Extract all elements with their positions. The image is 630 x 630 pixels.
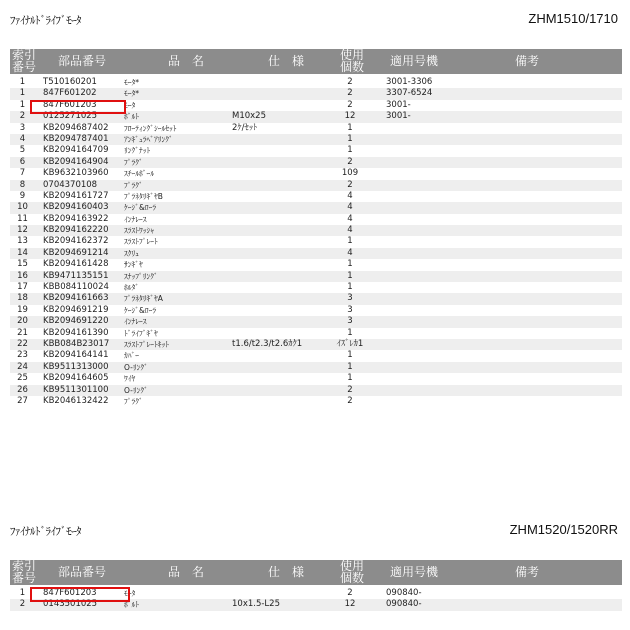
cell-part-name: ﾎﾙﾀﾞ [124,283,139,293]
cell-part-name: ﾄﾞﾗｲﾌﾞｷﾞﾔ [124,328,158,338]
cell-quantity: 2 [347,179,353,190]
cell-index: 20 [17,316,28,327]
cell-part-number: KB2094691220 [43,316,109,327]
cell-part-number: KB9511313000 [43,361,109,372]
section-title: ﾌｧｲﾅﾙﾄﾞﾗｲﾌﾞﾓｰﾀ [10,14,81,27]
cell-quantity: 2 [347,588,353,598]
table-header [10,560,622,585]
cell-applicable-model: 3001- [386,111,411,122]
table-header [10,49,622,74]
cell-quantity: 4 [347,190,353,201]
table-row [10,180,622,191]
cell-part-name: ｲﾝﾅﾚｰｽ [124,317,147,327]
cell-part-name: ｽﾁｰﾙﾎﾞｰﾙ [124,169,154,179]
header-qty-line2: 個数 [340,60,365,74]
table-row [10,362,622,373]
cell-part-number: KB2094687402 [43,122,109,133]
cell-part-name: ｽﾗｽﾄﾌﾟﾚｰﾄ [124,237,158,247]
cell-part-name: ｹｰｼﾞ&ﾛｰﾗ [124,305,157,315]
header-part-no: 部品番号 [58,54,107,68]
table-row [10,236,622,247]
cell-index: 6 [19,156,26,167]
parts-table-body [10,77,622,407]
cell-quantity: 2 [347,384,353,395]
cell-part-number: KB2094163922 [43,213,109,224]
cell-quantity: 1 [347,259,353,270]
cell-quantity: 1 [347,282,353,293]
cell-quantity: 2 [347,156,353,167]
cell-part-number: KB2094691219 [43,304,109,315]
cell-index: 4 [19,133,26,144]
cell-part-number: KB2094164605 [43,373,109,384]
header-qty-line2: 個数 [340,571,365,585]
cell-part-number: 0704370108 [43,179,98,190]
cell-index: 13 [17,236,28,247]
cell-quantity: 1 [347,327,353,338]
table-row [10,350,622,361]
table-row [10,396,622,407]
cell-part-number: 847F601202 [43,88,97,99]
cell-index: 11 [17,213,28,224]
cell-quantity: 12 [344,599,356,610]
table-row [10,328,622,339]
cell-index: 14 [17,247,28,258]
cell-quantity: 3 [347,316,353,327]
cell-index: 26 [17,384,28,395]
header-qty-line1: 使用 [340,48,365,62]
cell-spec: 2ｹ/ｾｯﾄ [232,122,258,133]
header-qty-line1: 使用 [340,559,365,573]
cell-index: 7 [19,168,26,179]
section-model: ZHM1520/1520RR [509,522,618,537]
cell-part-name: ﾜｲﾔ [124,374,136,384]
cell-part-number: KB2094164709 [43,145,109,156]
cell-quantity: 2 [347,77,353,87]
table-row [10,305,622,316]
cell-part-name: ﾓｰﾀ [124,589,136,598]
cell-part-number: KBB084110024 [43,282,109,293]
cell-quantity: 1 [347,145,353,156]
cell-spec: M10x25 [232,111,266,122]
cell-index: 9 [19,190,26,201]
cell-part-number: KB2094162372 [43,236,109,247]
cell-part-number: KB2094161663 [43,293,109,304]
table-row [10,88,622,99]
header-spec: 仕 様 [268,565,305,579]
cell-part-name: ﾌﾟﾗｸﾞ [124,157,143,167]
cell-quantity: 1 [347,236,353,247]
table-row [10,248,622,259]
cell-spec: t1.6/t2.3/t2.6ｶｸ1 [232,338,303,349]
cell-part-number: KB9471135151 [43,270,109,281]
cell-index: 2 [19,599,26,610]
section-model: ZHM1510/1710 [528,11,618,26]
table-row [10,77,622,88]
header-index-line1: 索引 [12,559,37,573]
cell-quantity: 2 [347,395,353,406]
cell-part-number: KB2046132422 [43,395,109,406]
cell-quantity: 2 [347,99,353,110]
cell-part-name: ﾘﾝｸﾞﾅｯﾄ [124,146,151,156]
cell-part-name: ﾓｰﾀ* [124,78,139,87]
cell-index: 17 [17,282,28,293]
table-row [10,134,622,145]
cell-quantity: 4 [347,202,353,213]
cell-quantity: 3 [347,293,353,304]
cell-part-name: ﾎﾞﾙﾄ [124,112,139,122]
cell-quantity: 109 [341,168,359,179]
table-row [10,145,622,156]
cell-index: 1 [19,99,26,110]
section-title: ﾌｧｲﾅﾙﾄﾞﾗｲﾌﾞﾓｰﾀ [10,525,81,538]
cell-part-number: 0125271025 [43,111,98,122]
cell-applicable-model: 3307-6524 [386,88,433,99]
cell-part-number: KB2094161428 [43,259,109,270]
cell-quantity: 4 [347,213,353,224]
cell-index: 2 [19,111,26,122]
cell-part-name: ﾌﾟﾗﾈﾀﾘｷﾞﾔA [124,294,163,304]
cell-part-number: T510160201 [43,77,97,87]
cell-part-name: O-ﾘﾝｸﾞ [124,362,148,372]
cell-part-name: ｽﾗｽﾄﾌﾟﾚｰﾄｷｯﾄ [124,339,169,349]
cell-index: 21 [17,327,28,338]
cell-part-name: ｻﾝｷﾞﾔ [124,260,143,270]
cell-part-name: ﾓｰﾀ [124,100,136,110]
header-name: 品 名 [168,54,205,68]
cell-part-number: KB2094691214 [43,247,109,258]
table-row [10,385,622,396]
cell-index: 24 [17,361,28,372]
highlight-box [30,587,130,602]
cell-index: 18 [17,293,28,304]
cell-index: 1 [19,588,26,598]
cell-index: 25 [17,373,28,384]
table-row [10,168,622,179]
cell-index: 5 [19,145,26,156]
header-spec: 仕 様 [268,54,305,68]
cell-index: 23 [17,350,28,361]
cell-part-number: KB9511301100 [43,384,109,395]
table-row [10,373,622,384]
table-row [10,316,622,327]
cell-part-number: KB2094161727 [43,190,109,201]
cell-part-name: ﾌﾟﾗﾈﾀﾘｷﾞﾔB [124,191,163,201]
table-row [10,293,622,304]
cell-quantity: 4 [347,225,353,236]
cell-index: 19 [17,304,28,315]
highlight-box [30,100,126,114]
cell-index: 1 [19,88,26,99]
table-row [10,282,622,293]
cell-quantity: 4 [347,247,353,258]
cell-quantity: 1 [347,361,353,372]
cell-applicable-model: 3001- [386,99,411,110]
cell-part-name: ｹｰｼﾞ&ﾛｰﾗ [124,203,157,213]
cell-index: 1 [19,77,26,87]
cell-index: 16 [17,270,28,281]
cell-quantity: 1 [347,373,353,384]
cell-applicable-model: 090840- [386,599,422,610]
cell-part-number: KB2094161390 [43,327,109,338]
cell-part-number: KB9632103960 [43,168,109,179]
cell-part-number: KB2094164904 [43,156,109,167]
cell-part-name: ｱﾝｷﾞｭﾗﾍﾞｱﾘﾝｸﾞ [124,134,173,144]
cell-part-name: O-ﾘﾝｸﾞ [124,385,148,395]
cell-spec: 10x1.5-L25 [232,599,280,610]
cell-part-name: ｽﾅｯﾌﾟﾘﾝｸﾞ [124,271,158,281]
cell-part-number: 847F601203 [43,99,97,110]
header-name: 品 名 [168,565,205,579]
cell-quantity: 1 [347,133,353,144]
cell-part-name: ﾓｰﾀ* [124,89,139,99]
cell-part-name: ﾌﾟﾗｸﾞ [124,180,143,190]
header-index-line1: 索引 [12,48,37,62]
cell-part-name: ﾎﾞﾙﾄ [124,600,139,610]
cell-quantity: ｲｽﾞﾚｶ1 [336,338,364,349]
cell-applicable-model: 090840- [386,588,422,598]
cell-part-number: KBB084B23017 [43,338,110,349]
cell-index: 22 [17,338,28,349]
cell-index: 27 [17,395,28,406]
cell-part-name: ｽｸﾘｭ [124,248,139,258]
cell-part-number: 0143501025 [43,599,98,610]
cell-part-number: KB2094162220 [43,225,109,236]
header-remarks: 備考 [515,54,540,68]
cell-quantity: 2 [347,88,353,99]
cell-index: 8 [19,179,26,190]
cell-part-name: ｶﾊﾞｰ [124,351,139,361]
cell-quantity: 12 [344,111,356,122]
cell-quantity: 1 [347,122,353,133]
cell-quantity: 3 [347,304,353,315]
table-row [10,271,622,282]
header-applicable: 適用号機 [390,565,439,579]
header-part-no: 部品番号 [58,565,107,579]
cell-part-name: ﾌﾟﾗｸﾞ [124,396,143,406]
cell-quantity: 1 [347,270,353,281]
cell-part-number: KB2094160403 [43,202,109,213]
table-row [10,202,622,213]
table-row [10,123,622,134]
cell-part-number: 847F601203 [43,588,97,598]
cell-index: 10 [17,202,28,213]
table-row [10,339,622,350]
cell-part-name: ｲﾝﾅﾚｰｽ [124,214,147,224]
table-row [10,214,622,225]
table-row [10,191,622,202]
cell-index: 12 [17,225,28,236]
cell-index: 3 [19,122,26,133]
cell-part-name: ﾌﾛｰﾃｨﾝｸﾞｼｰﾙｾｯﾄ [124,123,177,133]
table-row [10,259,622,270]
header-applicable: 適用号機 [390,54,439,68]
cell-part-number: KB2094787401 [43,133,109,144]
cell-part-number: KB2094164141 [43,350,109,361]
table-row [10,225,622,236]
header-index-line2: 番号 [12,60,37,74]
cell-index: 15 [17,259,28,270]
cell-quantity: 1 [347,350,353,361]
table-row [10,157,622,168]
header-index-line2: 番号 [12,571,37,585]
cell-part-name: ｽﾗｽﾄﾜｯｼｬ [124,226,154,236]
header-remarks: 備考 [515,565,540,579]
cell-applicable-model: 3001-3306 [386,77,433,87]
